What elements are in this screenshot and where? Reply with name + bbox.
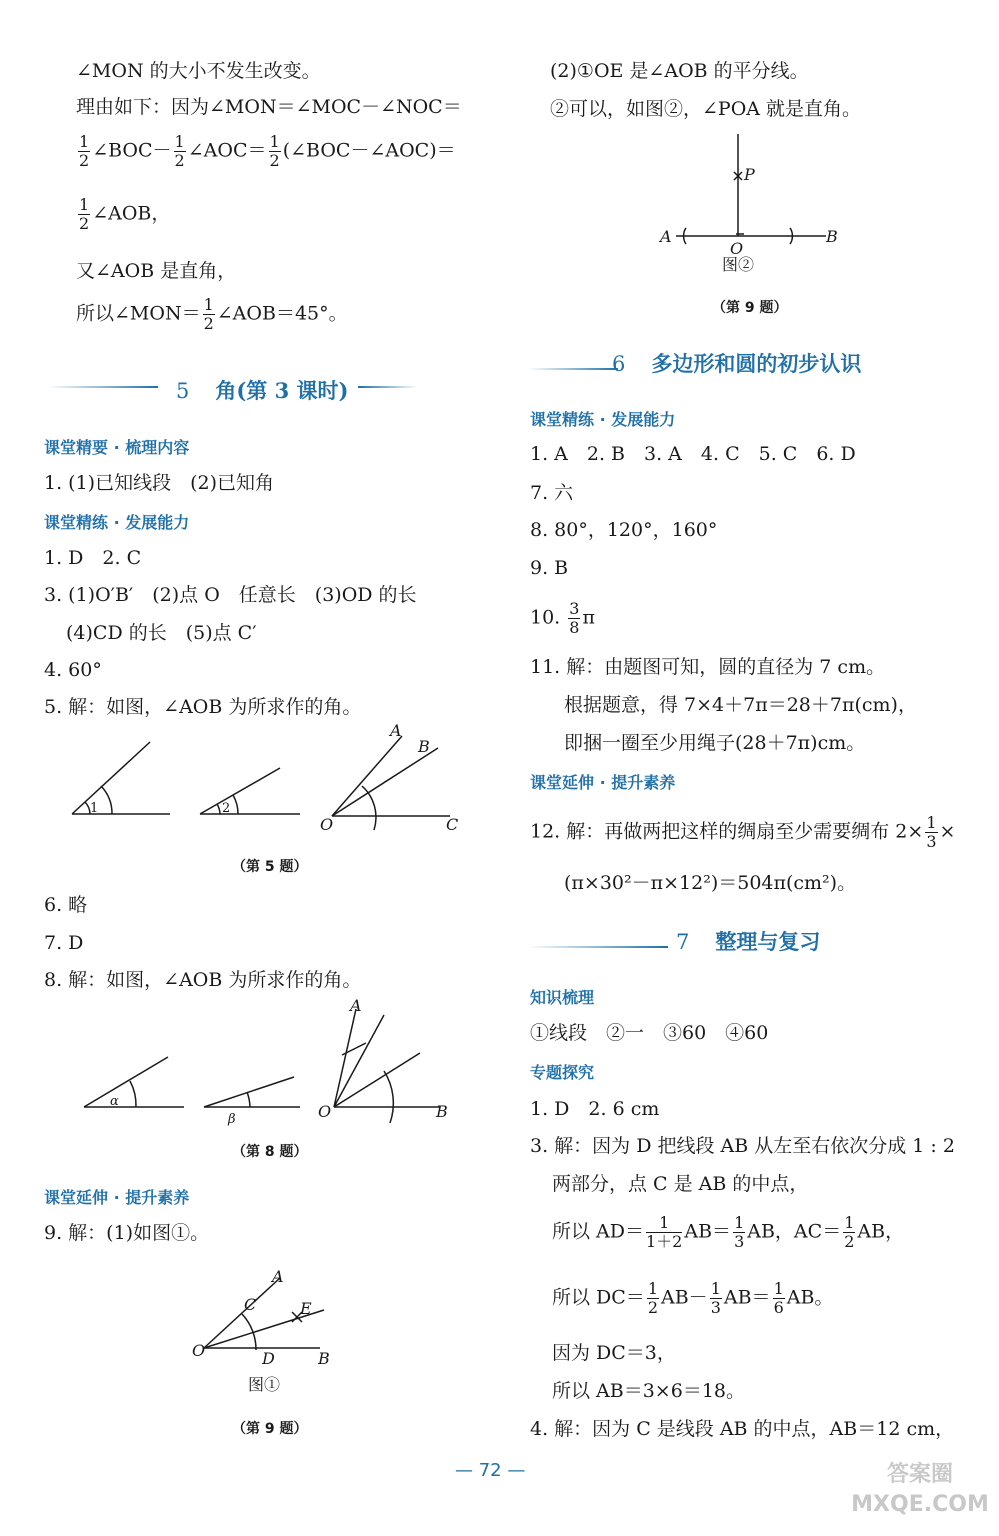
answer-line: 12. 解：再做两把这样的绸扇至少需要绸布 2× $\frac{1}{3}$ × [530, 813, 956, 851]
answer-line: 1. D 2. 6 cm [530, 1098, 660, 1120]
section-heading: 课堂精要 · 梳理内容 [44, 438, 190, 457]
point-label-b: B [318, 1349, 330, 1368]
page-number: — 72 — [455, 1460, 526, 1481]
point-label-o: O [192, 1341, 206, 1360]
angle-construction-figure-q8 [80, 995, 480, 1125]
chapter-heading: 6 多边形和圆的初步认识 [612, 351, 862, 376]
fraction: $\frac{3}{8}$ [569, 599, 580, 637]
heading-rule [358, 386, 418, 388]
fraction: $\frac{1}{2}$ [647, 1279, 658, 1317]
figure-caption: （第 8 题） [232, 1144, 308, 1160]
formula-line: 所以∠MON＝ $\frac{1}{2}$ ∠AOB＝45°。 [76, 295, 348, 333]
fraction: $\frac{1}{3}$ [734, 1213, 745, 1251]
fraction: $\frac{1}{2}$ [844, 1213, 855, 1251]
point-label-b: B [418, 737, 430, 756]
section-heading: 课堂延伸 · 提升素养 [530, 773, 676, 792]
formula-line: 所以 DC＝ $\frac{1}{2}$ AB－ $\frac{1}{3}$ AB＝ $\frac{1}{6}$ AB。 [552, 1279, 834, 1317]
answer-line: 1. D 2. C [44, 547, 142, 569]
fraction: $\frac{1}{2}$ [79, 132, 90, 170]
angle-label-alpha: α [110, 1094, 119, 1109]
answer-line: (4)CD 的长 (5)点 C′ [66, 622, 257, 644]
figure-caption: （第 5 题） [232, 859, 308, 875]
point-label-e: E [300, 1299, 312, 1318]
point-label-a: A [660, 227, 672, 246]
fraction: $\frac{1}{1+2}$ [646, 1213, 683, 1251]
point-label-o: O [730, 239, 744, 258]
point-label-a: A [390, 721, 402, 740]
angle-label: 2 [222, 801, 231, 816]
answer-line: 所以 AB＝3×6＝18。 [552, 1380, 745, 1402]
answer-line: 11. 解：由题图可知，圆的直径为 7 cm。 [530, 656, 886, 678]
fraction: $\frac{1}{3}$ [926, 813, 937, 851]
angle-label: 1 [90, 801, 99, 816]
point-label-d: D [262, 1349, 275, 1368]
section-heading: 课堂精练 · 发展能力 [44, 513, 190, 532]
fraction: $\frac{1}{3}$ [710, 1279, 721, 1317]
formula-line: 所以 AD＝ $\frac{1}{1+2}$ AB＝ $\frac{1}{3}$ AB，AC＝ $\frac{1}{2}$ AB， [552, 1213, 905, 1251]
right-angle-figure-2 [650, 130, 850, 270]
answer-line: 4. 60° [44, 659, 102, 681]
answer-line: 10. $\frac{3}{8}$ π [530, 599, 595, 637]
answer-line: 即捆一圈至少用绳子(28＋7π)cm。 [564, 732, 866, 754]
point-label-o: O [320, 815, 334, 834]
heading-rule [528, 368, 618, 370]
point-label-p: P [744, 165, 755, 184]
answer-line: 6. 略 [44, 894, 88, 916]
answer-line: (π×30²－π×12²)＝504π(cm²)。 [564, 872, 857, 894]
heading-rule [48, 386, 158, 388]
answer-line: ②可以，如图②，∠POA 就是直角。 [550, 98, 862, 120]
section-heading: 课堂延伸 · 提升素养 [44, 1188, 190, 1207]
answer-line: 8. 解：如图，∠AOB 为所求作的角。 [44, 969, 362, 991]
section-heading: 课堂精练 · 发展能力 [530, 410, 676, 429]
formula-line: $\frac{1}{2}$ ∠BOC－ $\frac{1}{2}$ ∠AOC＝ $\frac{1}{2}$ (∠BOC－∠AOC)＝ [79, 132, 456, 170]
point-label-b: B [436, 1102, 448, 1121]
point-label-b: B [826, 227, 838, 246]
formula-line: $\frac{1}{2}$ ∠AOB， [79, 195, 171, 233]
figure-label: 图① [248, 1375, 281, 1394]
answer-line: 根据题意，得 7×4＋7π＝28＋7π(cm)， [564, 694, 917, 716]
fraction: $\frac{1}{2}$ [203, 295, 214, 333]
fraction: $\frac{1}{2}$ [174, 132, 185, 170]
answer-line: 3. 解：因为 D 把线段 AB 从左至右依次分成 1 : 2 [530, 1135, 955, 1157]
text-line: ∠MON 的大小不发生改变。 [76, 60, 321, 82]
chapter-heading: 7 整理与复习 [676, 929, 821, 954]
answer-line: 5. 解：如图，∠AOB 为所求作的角。 [44, 696, 362, 718]
figure-caption: （第 9 题） [232, 1421, 308, 1437]
figure-caption: （第 9 题） [712, 300, 788, 316]
point-label-o: O [318, 1102, 332, 1121]
fraction: $\frac{1}{2}$ [269, 132, 280, 170]
point-label-c: C [446, 815, 459, 834]
point-label-c: C [244, 1295, 257, 1314]
angle-construction-figure-q5 [60, 720, 480, 840]
point-label-a: A [272, 1267, 284, 1286]
section-heading: 专题探究 [530, 1063, 595, 1082]
text-line: 又∠AOB 是直角， [76, 260, 237, 282]
watermark: 答案圈 MXQE.COM [851, 1462, 989, 1517]
answer-line: 9. B [530, 557, 569, 579]
answer-line: 8. 80°，120°，160° [530, 519, 718, 541]
answer-line: 1. A 2. B 3. A 4. C 5. C 6. D [530, 443, 856, 465]
answer-line: ①线段 ②一 ③60 ④60 [530, 1022, 769, 1044]
answer-line: 4. 解：因为 C 是线段 AB 的中点，AB＝12 cm， [530, 1418, 955, 1440]
answer-line: 两部分，点 C 是 AB 的中点， [552, 1173, 809, 1195]
fraction: $\frac{1}{6}$ [773, 1279, 784, 1317]
section-heading: 知识梳理 [530, 988, 595, 1007]
answer-line: 7. D [44, 932, 84, 954]
heading-rule [528, 946, 668, 948]
figure-label: 图② [722, 255, 755, 274]
answer-line: (2)①OE 是∠AOB 的平分线。 [550, 60, 809, 82]
point-label-a: A [350, 996, 362, 1015]
answer-line: 1. (1)已知线段 (2)已知角 [44, 472, 274, 494]
answer-line: 3. (1)O′B′ (2)点 O 任意长 (3)OD 的长 [44, 584, 417, 606]
answer-line: 7. 六 [530, 482, 574, 504]
answer-line: 因为 DC＝3， [552, 1342, 676, 1364]
text-line: 理由如下：因为∠MON＝∠MOC－∠NOC＝ [76, 96, 462, 118]
chapter-heading: 5 角(第 3 课时) [176, 378, 349, 403]
fraction: $\frac{1}{2}$ [79, 195, 90, 233]
answer-line: 9. 解：(1)如图①。 [44, 1222, 210, 1244]
angle-label-beta: β [228, 1112, 236, 1127]
